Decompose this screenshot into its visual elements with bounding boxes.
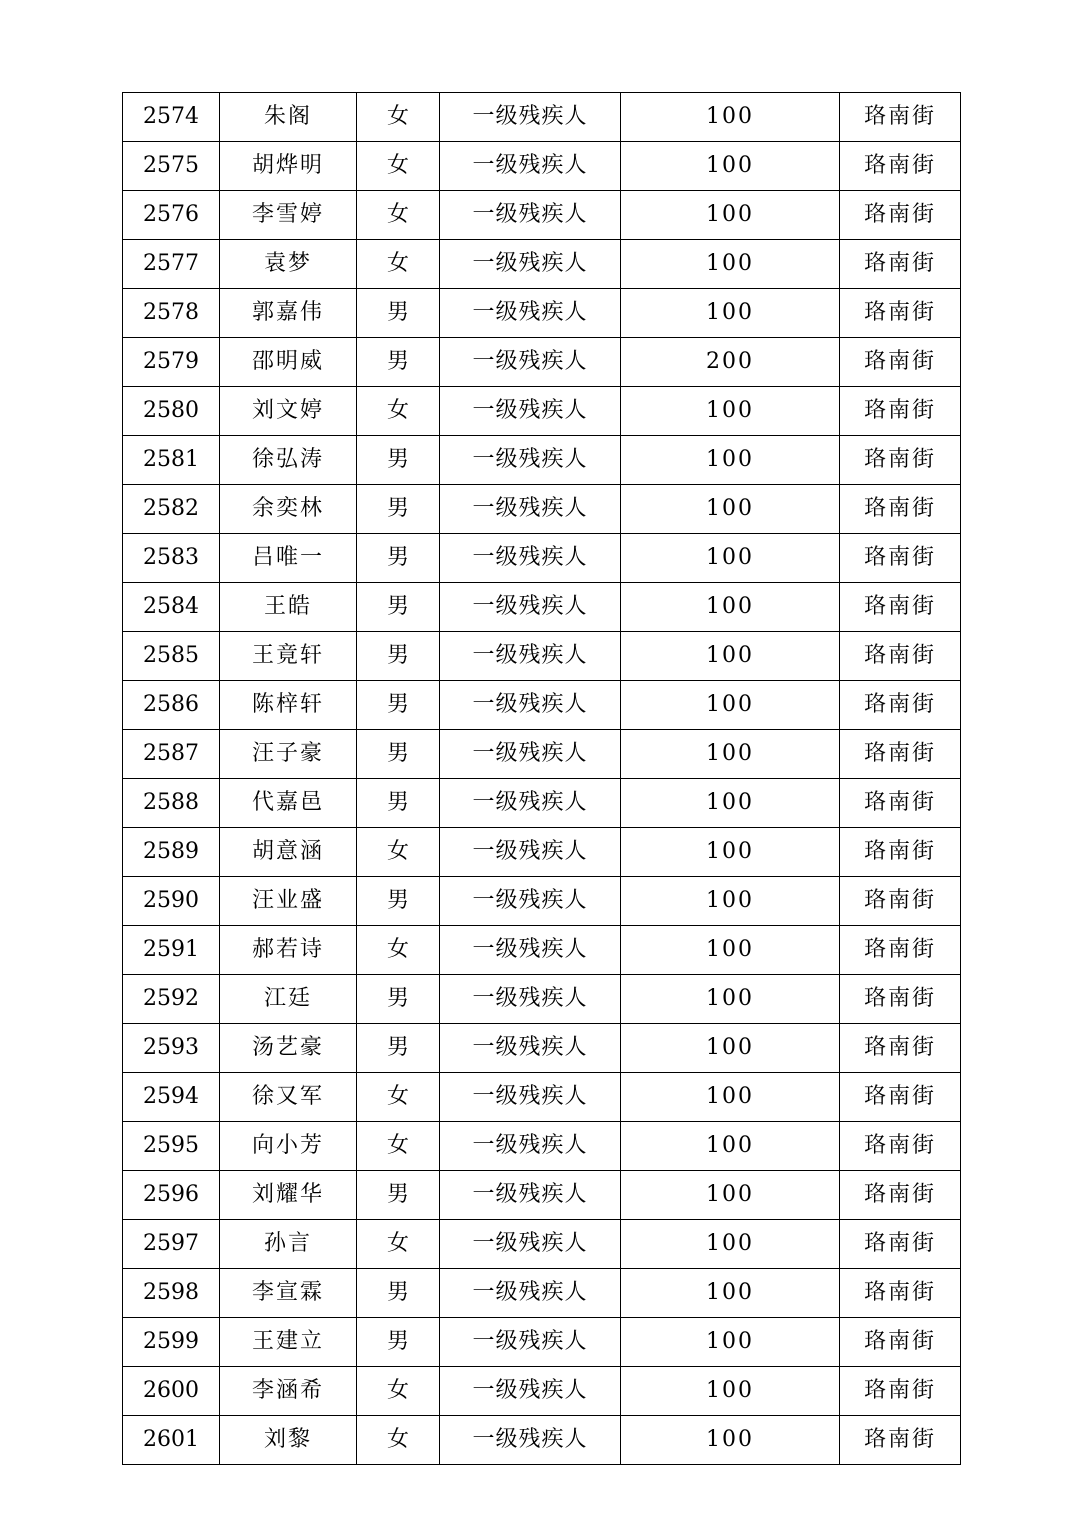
cell-amount: 100: [621, 583, 840, 632]
cell-category: 一级残疾人: [440, 1171, 621, 1220]
cell-category: 一级残疾人: [440, 632, 621, 681]
cell-area: 珞南街: [840, 387, 961, 436]
cell-area: 珞南街: [840, 485, 961, 534]
cell-sex: 男: [357, 338, 440, 387]
cell-id: 2601: [123, 1416, 220, 1465]
cell-name: 向小芳: [220, 1122, 357, 1171]
cell-amount: 100: [621, 1122, 840, 1171]
cell-id: 2595: [123, 1122, 220, 1171]
cell-sex: 男: [357, 583, 440, 632]
table-row: [123, 1220, 961, 1269]
cell-amount: 100: [621, 191, 840, 240]
cell-area: 珞南街: [840, 1416, 961, 1465]
cell-amount: 100: [621, 1416, 840, 1465]
cell-amount: 100: [621, 877, 840, 926]
cell-name: 孙言: [220, 1220, 357, 1269]
cell-name: 李宣霖: [220, 1269, 357, 1318]
cell-area: 珞南街: [840, 534, 961, 583]
cell-id: 2599: [123, 1318, 220, 1367]
cell-name: 刘黎: [220, 1416, 357, 1465]
cell-amount: 100: [621, 436, 840, 485]
cell-sex: 男: [357, 779, 440, 828]
cell-area: 珞南街: [840, 1269, 961, 1318]
cell-name: 刘耀华: [220, 1171, 357, 1220]
table-row: [123, 240, 961, 289]
cell-name: 陈梓轩: [220, 681, 357, 730]
cell-sex: 女: [357, 1220, 440, 1269]
cell-sex: 男: [357, 1171, 440, 1220]
cell-sex: 女: [357, 93, 440, 142]
cell-category: 一级残疾人: [440, 338, 621, 387]
cell-id: 2590: [123, 877, 220, 926]
cell-area: 珞南街: [840, 730, 961, 779]
cell-name: 徐又军: [220, 1073, 357, 1122]
cell-id: 2581: [123, 436, 220, 485]
table-row: [123, 828, 961, 877]
cell-category: 一级残疾人: [440, 730, 621, 779]
cell-area: 珞南街: [840, 583, 961, 632]
cell-id: 2578: [123, 289, 220, 338]
table-row: [123, 1269, 961, 1318]
cell-sex: 男: [357, 1024, 440, 1073]
cell-sex: 女: [357, 191, 440, 240]
cell-sex: 男: [357, 632, 440, 681]
table-row: [123, 926, 961, 975]
cell-id: 2586: [123, 681, 220, 730]
cell-area: 珞南街: [840, 681, 961, 730]
cell-area: 珞南街: [840, 1171, 961, 1220]
table-row: [123, 1024, 961, 1073]
cell-name: 代嘉邑: [220, 779, 357, 828]
cell-name: 王建立: [220, 1318, 357, 1367]
cell-sex: 女: [357, 828, 440, 877]
table-row: [123, 975, 961, 1024]
cell-amount: 100: [621, 926, 840, 975]
cell-amount: 100: [621, 1269, 840, 1318]
cell-amount: 100: [621, 1367, 840, 1416]
cell-amount: 100: [621, 289, 840, 338]
cell-id: 2597: [123, 1220, 220, 1269]
table-row: [123, 93, 961, 142]
cell-sex: 女: [357, 240, 440, 289]
cell-sex: 女: [357, 387, 440, 436]
cell-name: 余奕林: [220, 485, 357, 534]
cell-id: 2600: [123, 1367, 220, 1416]
cell-name: 徐弘涛: [220, 436, 357, 485]
cell-amount: 100: [621, 1318, 840, 1367]
cell-amount: 100: [621, 730, 840, 779]
cell-id: 2594: [123, 1073, 220, 1122]
cell-category: 一级残疾人: [440, 142, 621, 191]
cell-id: 2587: [123, 730, 220, 779]
cell-sex: 男: [357, 289, 440, 338]
cell-name: 李涵希: [220, 1367, 357, 1416]
cell-id: 2596: [123, 1171, 220, 1220]
cell-area: 珞南街: [840, 338, 961, 387]
table-row: [123, 1318, 961, 1367]
cell-category: 一级残疾人: [440, 387, 621, 436]
cell-amount: 100: [621, 1220, 840, 1269]
cell-category: 一级残疾人: [440, 436, 621, 485]
cell-amount: 100: [621, 975, 840, 1024]
cell-category: 一级残疾人: [440, 1367, 621, 1416]
cell-id: 2598: [123, 1269, 220, 1318]
cell-id: 2585: [123, 632, 220, 681]
cell-id: 2583: [123, 534, 220, 583]
cell-sex: 男: [357, 681, 440, 730]
table-row: [123, 534, 961, 583]
cell-category: 一级残疾人: [440, 1024, 621, 1073]
cell-id: 2592: [123, 975, 220, 1024]
cell-amount: 100: [621, 779, 840, 828]
cell-id: 2591: [123, 926, 220, 975]
cell-area: 珞南街: [840, 436, 961, 485]
cell-category: 一级残疾人: [440, 485, 621, 534]
cell-sex: 女: [357, 926, 440, 975]
cell-category: 一级残疾人: [440, 1220, 621, 1269]
table-row: [123, 436, 961, 485]
cell-area: 珞南街: [840, 1024, 961, 1073]
cell-category: 一级残疾人: [440, 191, 621, 240]
cell-id: 2588: [123, 779, 220, 828]
cell-area: 珞南街: [840, 877, 961, 926]
cell-sex: 女: [357, 1367, 440, 1416]
cell-category: 一级残疾人: [440, 975, 621, 1024]
cell-amount: 100: [621, 387, 840, 436]
cell-sex: 女: [357, 1122, 440, 1171]
cell-name: 汪子豪: [220, 730, 357, 779]
cell-name: 吕唯一: [220, 534, 357, 583]
cell-category: 一级残疾人: [440, 828, 621, 877]
cell-name: 朱阁: [220, 93, 357, 142]
cell-area: 珞南街: [840, 289, 961, 338]
cell-category: 一级残疾人: [440, 1269, 621, 1318]
cell-id: 2580: [123, 387, 220, 436]
cell-name: 汤艺豪: [220, 1024, 357, 1073]
cell-name: 江廷: [220, 975, 357, 1024]
cell-name: 邵明威: [220, 338, 357, 387]
cell-name: 汪业盛: [220, 877, 357, 926]
cell-category: 一级残疾人: [440, 240, 621, 289]
table-row: [123, 1416, 961, 1465]
cell-name: 刘文婷: [220, 387, 357, 436]
cell-area: 珞南街: [840, 1367, 961, 1416]
cell-sex: 男: [357, 975, 440, 1024]
cell-area: 珞南街: [840, 1318, 961, 1367]
cell-category: 一级残疾人: [440, 1318, 621, 1367]
table-row: [123, 632, 961, 681]
cell-id: 2576: [123, 191, 220, 240]
cell-name: 胡烨明: [220, 142, 357, 191]
cell-sex: 女: [357, 1416, 440, 1465]
table-row: [123, 730, 961, 779]
cell-amount: 100: [621, 681, 840, 730]
cell-area: 珞南街: [840, 926, 961, 975]
cell-amount: 200: [621, 338, 840, 387]
cell-id: 2575: [123, 142, 220, 191]
cell-sex: 男: [357, 1318, 440, 1367]
table-row: [123, 1171, 961, 1220]
cell-area: 珞南街: [840, 1220, 961, 1269]
table-row: [123, 779, 961, 828]
cell-area: 珞南街: [840, 975, 961, 1024]
cell-amount: 100: [621, 534, 840, 583]
table-row: [123, 485, 961, 534]
cell-id: 2574: [123, 93, 220, 142]
cell-amount: 100: [621, 632, 840, 681]
cell-name: 王皓: [220, 583, 357, 632]
cell-id: 2589: [123, 828, 220, 877]
cell-amount: 100: [621, 240, 840, 289]
cell-id: 2584: [123, 583, 220, 632]
cell-amount: 100: [621, 142, 840, 191]
cell-area: 珞南街: [840, 779, 961, 828]
cell-amount: 100: [621, 1171, 840, 1220]
table-row: [123, 289, 961, 338]
cell-area: 珞南街: [840, 240, 961, 289]
cell-id: 2582: [123, 485, 220, 534]
cell-name: 王竟轩: [220, 632, 357, 681]
cell-sex: 男: [357, 534, 440, 583]
cell-name: 袁梦: [220, 240, 357, 289]
table-row: [123, 1122, 961, 1171]
cell-category: 一级残疾人: [440, 93, 621, 142]
cell-area: 珞南街: [840, 93, 961, 142]
cell-area: 珞南街: [840, 632, 961, 681]
cell-amount: 100: [621, 1024, 840, 1073]
table-row: [123, 877, 961, 926]
cell-amount: 100: [621, 93, 840, 142]
table-row: [123, 142, 961, 191]
table-row: [123, 338, 961, 387]
cell-sex: 男: [357, 485, 440, 534]
cell-id: 2577: [123, 240, 220, 289]
cell-sex: 女: [357, 142, 440, 191]
table-row: [123, 583, 961, 632]
cell-category: 一级残疾人: [440, 1073, 621, 1122]
cell-category: 一级残疾人: [440, 583, 621, 632]
cell-category: 一级残疾人: [440, 289, 621, 338]
cell-sex: 男: [357, 730, 440, 779]
cell-sex: 男: [357, 877, 440, 926]
cell-name: 郝若诗: [220, 926, 357, 975]
table-row: [123, 387, 961, 436]
cell-area: 珞南街: [840, 828, 961, 877]
cell-amount: 100: [621, 485, 840, 534]
cell-category: 一级残疾人: [440, 534, 621, 583]
cell-name: 郭嘉伟: [220, 289, 357, 338]
cell-amount: 100: [621, 1073, 840, 1122]
cell-category: 一级残疾人: [440, 877, 621, 926]
cell-sex: 女: [357, 1073, 440, 1122]
cell-sex: 男: [357, 436, 440, 485]
cell-category: 一级残疾人: [440, 1416, 621, 1465]
cell-name: 胡意涵: [220, 828, 357, 877]
cell-name: 李雪婷: [220, 191, 357, 240]
table-row: [123, 1073, 961, 1122]
table-row: [123, 1367, 961, 1416]
cell-category: 一级残疾人: [440, 1122, 621, 1171]
cell-area: 珞南街: [840, 1122, 961, 1171]
cell-category: 一级残疾人: [440, 681, 621, 730]
cell-category: 一级残疾人: [440, 926, 621, 975]
cell-id: 2593: [123, 1024, 220, 1073]
cell-amount: 100: [621, 828, 840, 877]
roster-table: [122, 92, 961, 1465]
cell-area: 珞南街: [840, 191, 961, 240]
table-row: [123, 191, 961, 240]
cell-area: 珞南街: [840, 142, 961, 191]
roster-table-body: [123, 93, 961, 1465]
cell-id: 2579: [123, 338, 220, 387]
table-row: [123, 681, 961, 730]
cell-area: 珞南街: [840, 1073, 961, 1122]
cell-category: 一级残疾人: [440, 779, 621, 828]
cell-sex: 男: [357, 1269, 440, 1318]
